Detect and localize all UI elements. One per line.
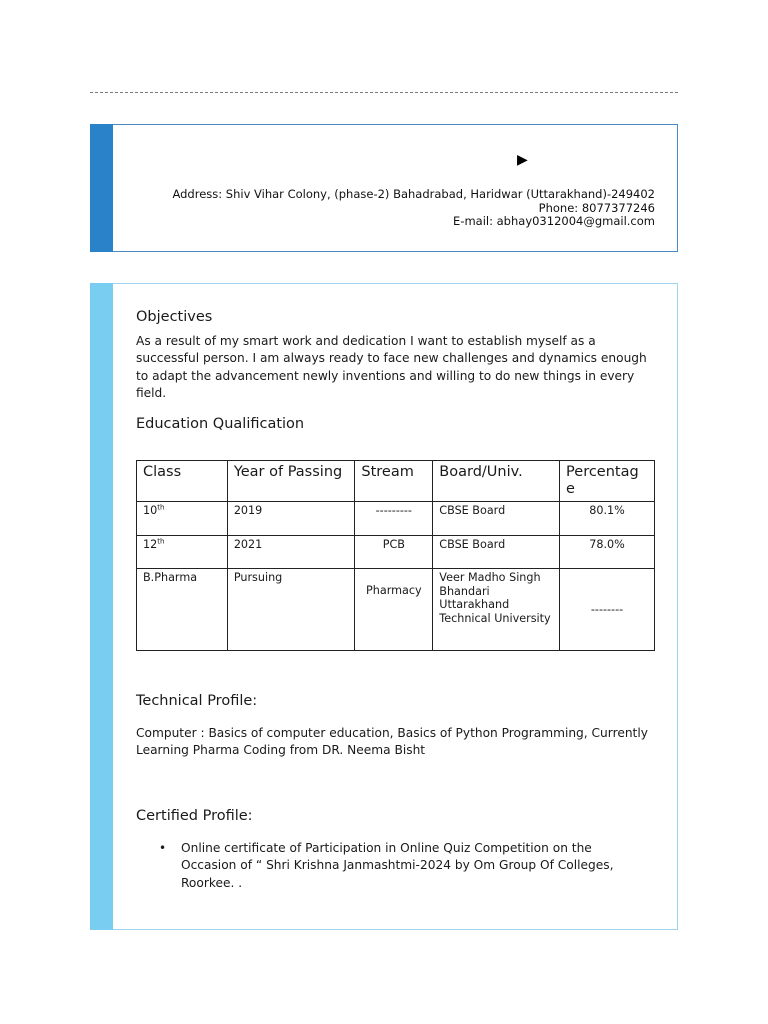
body-accent-bar [90,283,113,930]
cell-class: 10th [137,502,228,536]
contact-details [172,188,655,229]
objectives-text: As a result of my smart work and dedication I want to establish myself as a successful person. I am always ready to face new challenges and dynamics enough to adapt the advancement newly inventions and willing to do new things in every field. [136,334,647,400]
table-row [137,536,655,569]
cell-percentage: 78.0% [560,536,655,569]
objectives-heading: Objectives [136,309,213,325]
education-heading: Education Qualification [136,416,305,432]
table-row [137,502,655,536]
table-row [137,569,655,651]
column-header-year: Year of Passing [227,461,355,502]
resume-body [90,283,678,930]
cell-class: B.Pharma [137,569,228,651]
cell-board: Veer Madho Singh Bhandari Uttarakhand Technical University [433,569,560,651]
bullet-icon: • [159,841,167,855]
cell-board: CBSE Board [433,502,560,536]
header-dashed-divider [90,92,678,93]
cell-year: 2019 [227,502,355,536]
column-header-board: Board/Univ. [433,461,560,502]
cell-stream: Pharmacy [355,569,433,651]
column-header-class: Class [137,461,228,502]
header-accent-bar [90,124,113,252]
cell-percentage: -------- [560,569,655,651]
cell-percentage: 80.1% [560,502,655,536]
table-header-row [137,461,655,502]
certified-list [136,840,636,892]
column-header-stream: Stream [355,461,433,502]
play-arrow-icon: ▶ [517,152,528,168]
contact-email: E-mail: abhay0312004@gmail.com [453,214,655,229]
certified-heading: Certified Profile: [136,808,253,824]
column-header-percentage: Percentag e [560,461,655,502]
education-table [136,460,655,651]
cell-year: 2021 [227,536,355,569]
technical-heading: Technical Profile: [136,693,258,709]
cell-stream: --------- [355,502,433,536]
cell-year: Pursuing [227,569,355,651]
contact-phone: Phone: 8077377246 [538,200,655,215]
cell-stream: PCB [355,536,433,569]
technical-text: Computer : Basics of computer education, Basics of Python Programming, Currently Learning Pharma Coding from DR. Neema Bisht [136,726,648,758]
certified-item-text: Online certificate of Participation in Online Quiz Competition on the Occasion of “ Shri Krishna Janmashtmi-2024 by Om Group Of Colleges, Roorkee. . [181,841,614,890]
contact-address: Address: Shiv Vihar Colony, (phase-2) Bahadrabad, Haridwar (Uttarakhand)-249402 [172,187,655,201]
cell-class: 12th [137,536,228,569]
cell-board: CBSE Board [433,536,560,569]
header-contact-box [90,124,678,252]
list-item [136,840,636,892]
